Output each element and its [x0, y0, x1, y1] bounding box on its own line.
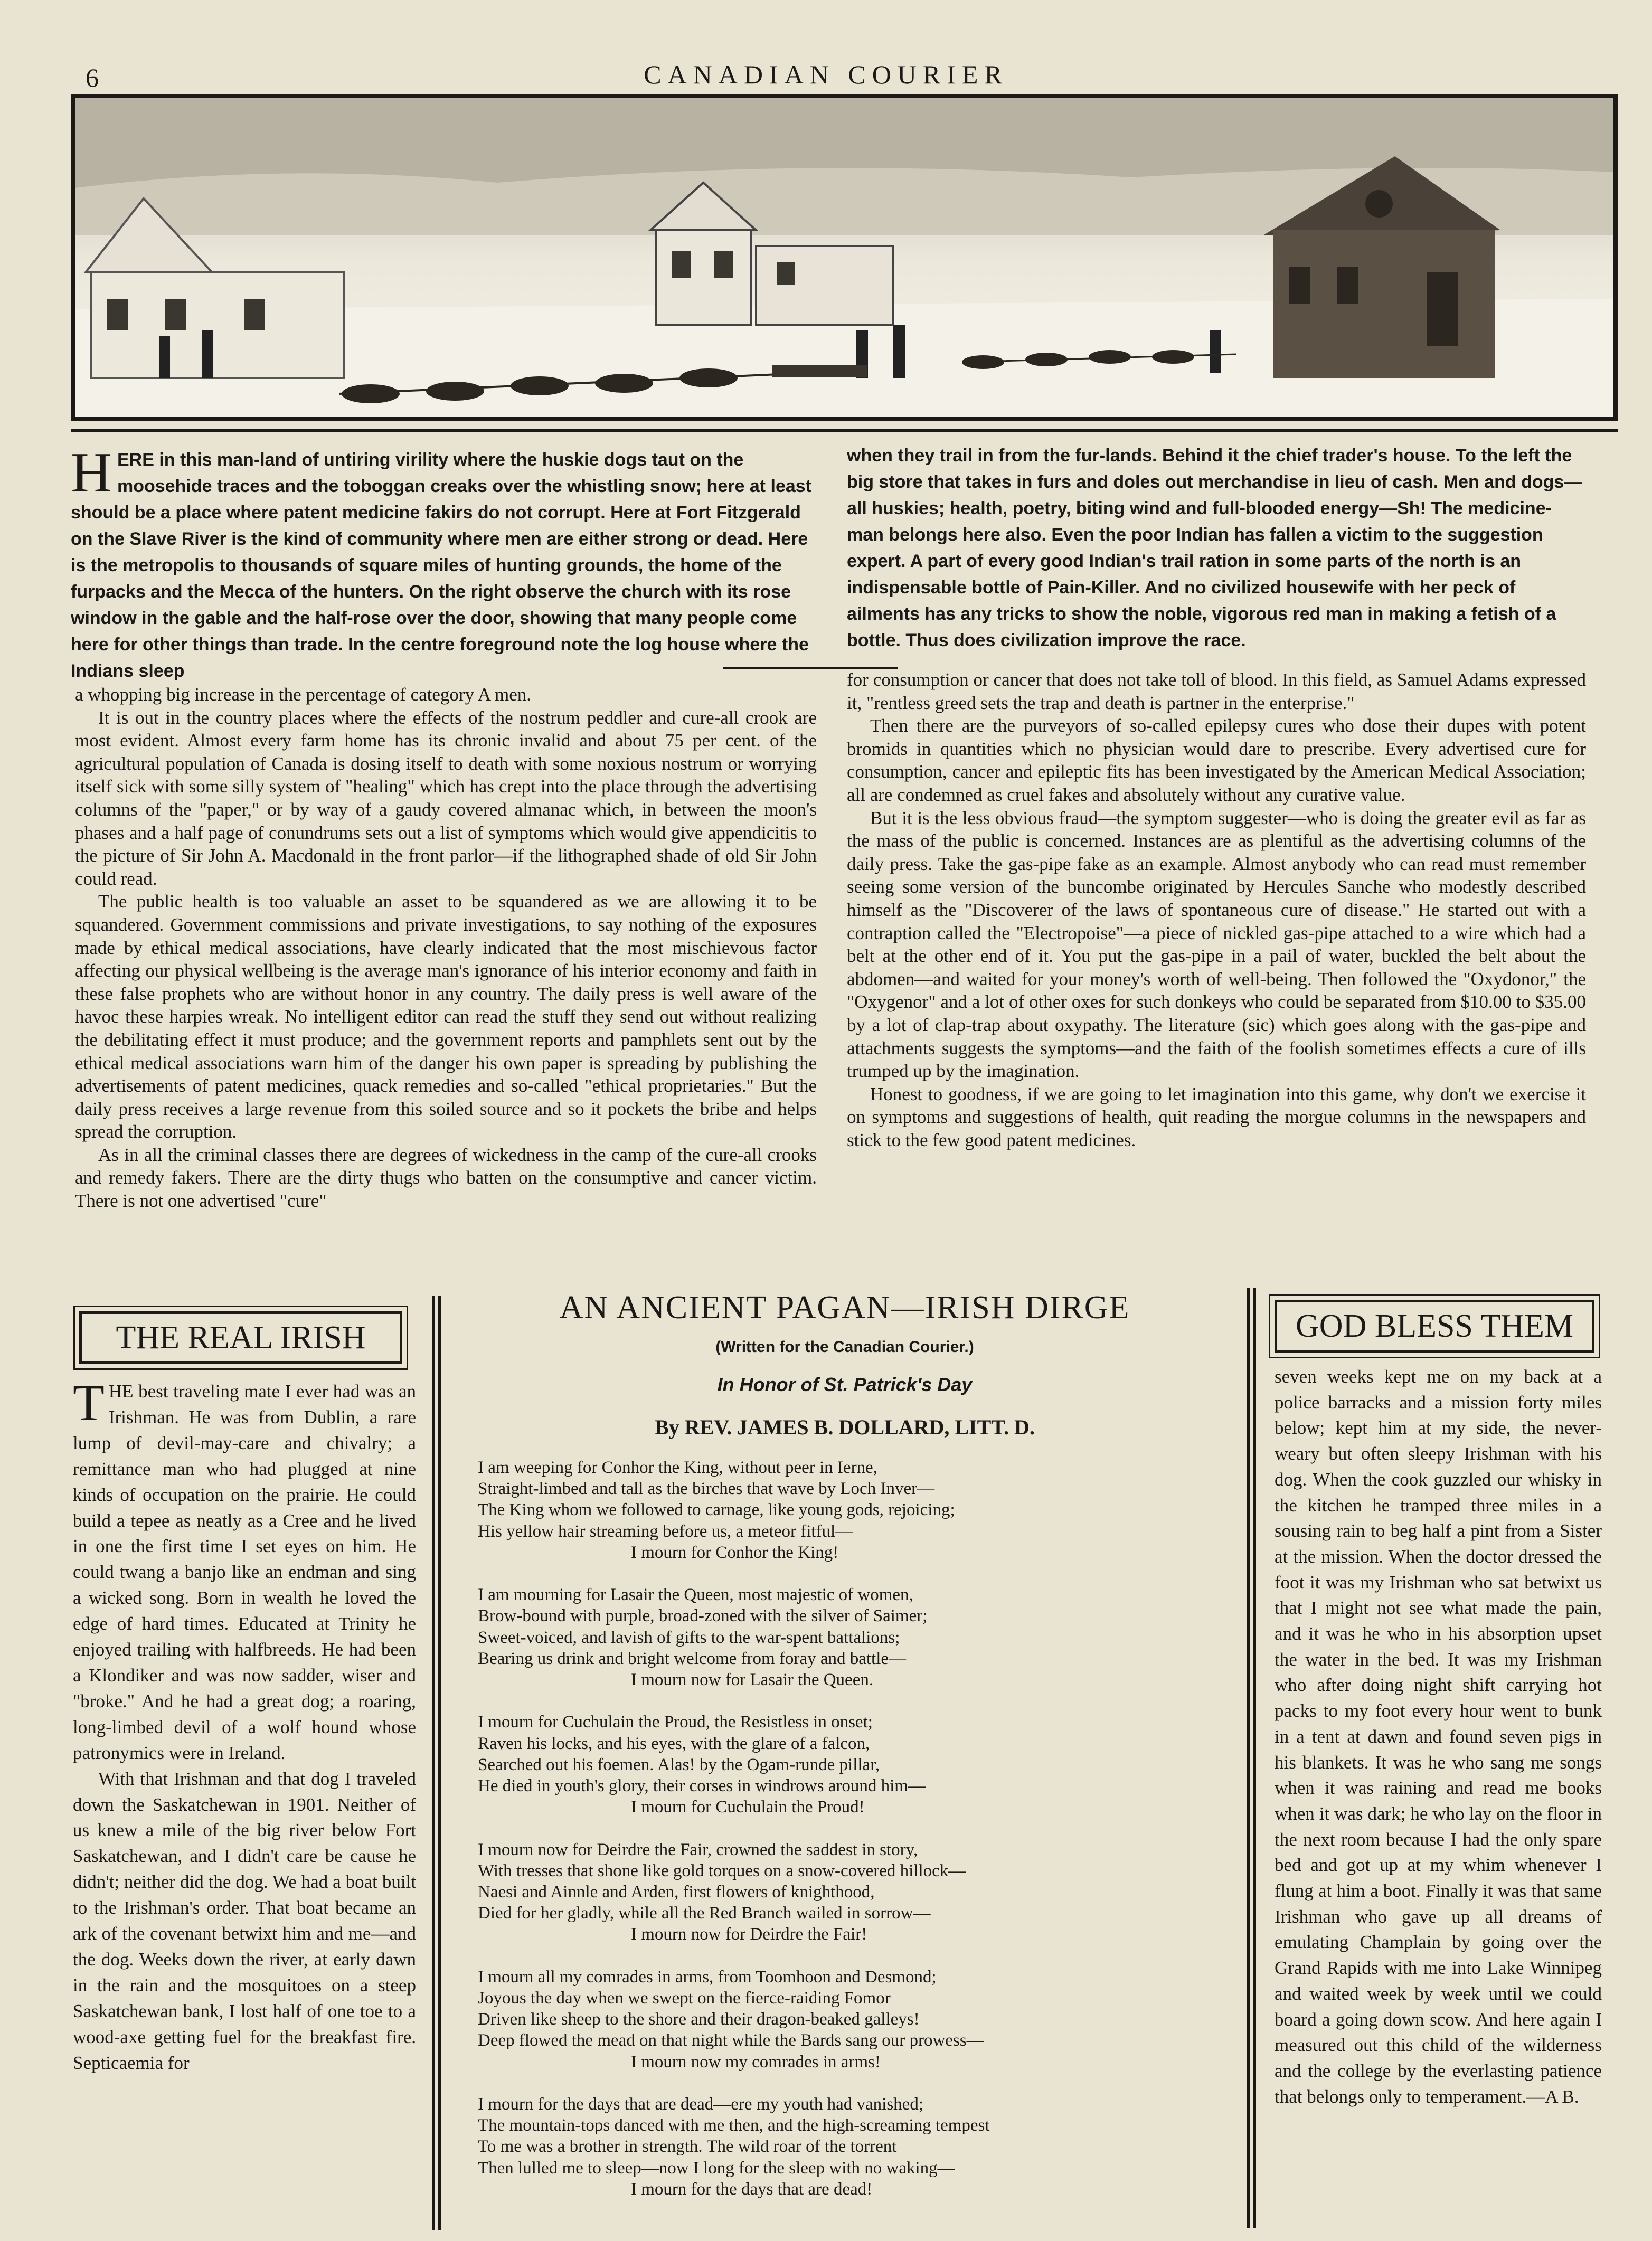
poem-refrain: I mourn now for Deirdre the Fair! — [631, 1925, 867, 1944]
poem-line: Straight-limbed and tall as the birches that wave by Loch Inver— — [478, 1479, 935, 1499]
poem-line: Brow-bound with purple, broad-zoned with the silver of Saimer; — [478, 1606, 928, 1626]
real-irish-second-paragraph: With that Irishman and that dog I traveled down the Saskatchewan in 1901. Neither of us knew a mile of the big river below Fort Saskatchewan, and I didn't care be cause he didn't; neither did the dog. We had a boat built to the Irishman's order. That boat became an ark of the covenant betwixt him and me—and the dog. Weeks down the river, at early dawn in the rain and the mosquitoes on a steep Saskatchewan bank, I lost half of one toe to a wood-axe getting fuel for the breakfast fire. Septicaemia for — [73, 1768, 416, 2073]
poem-line: Raven his locks, and his eyes, with the glare of a falcon, — [478, 1734, 870, 1753]
poem-line: I mourn now for Deirdre the Fair, crowned the saddest in story, — [478, 1840, 918, 1859]
dirge-byline: By REV. JAMES B. DOLLARD, LITT. D. — [655, 1415, 1035, 1439]
caption-drop-cap: H — [71, 441, 112, 504]
poem-refrain: I mourn for Cuchulain the Proud! — [631, 1798, 865, 1817]
poem-refrain: I mourn for the days that are dead! — [631, 2179, 873, 2199]
poem-line: Naesi and Ainnle and Arden, first flowers of knighthood, — [478, 1883, 875, 1902]
poem-line: Then lulled me to sleep—now I long for the sleep with no waking— — [478, 2158, 955, 2178]
article-paragraph: a whopping big increase in the percentage of category A men. — [75, 684, 531, 705]
article-paragraph: It is out in the country places where the effects of the nostrum peddler and cure-all crook are most evident. Almost every farm home has its chronic invalid and about 75 per cent. of the agricultural population of Canada is dosing itself to death with some noxious nostrum or worrying itself sick with some silly system of "healing" which has crept into the place through the advertising columns of the "paper," or by way of a gaudy covered almanac which, in between the moon's phases and a half page of conundrums sets out a list of symptoms which would give appendicitis to the picture of Sir John A. Macdonald in the front parlor—if the lithographed shade of old Sir John could read. — [75, 707, 817, 889]
dirge-subtitle: (Written for the Canadian Courier.) — [715, 1338, 974, 1356]
poem-line: He died in youth's glory, their corses in windrows around him— — [478, 1776, 926, 1796]
masthead: CANADIAN COURIER — [644, 60, 1008, 89]
poem-stanza — [478, 2094, 1217, 2200]
page-number: 6 — [86, 63, 99, 92]
poem-line: With tresses that shone like gold torques on a snow-covered hillock— — [478, 1861, 966, 1880]
caption-right-text: when they trail in from the fur-lands. Behind it the chief trader's house. To the left the big store that takes in furs and doles out merchandise in lieu of cash. Men and dogs—all huskies; health, poetry, biting wind and full-blooded energy—Sh! The medicine-man belongs here also. Even the poor Indian has fallen a victim to the suggestion expert. A part of every good Indian's trail ration in some parts of the north is an indispensable bottle of Pain-Killer. And no civilized housewife with her peck of ailments has any tricks to show the noble, vigorous red man in making a fetish of a bottle. Thus does civilization improve the race. — [847, 446, 1582, 650]
god-bless-them-text: seven weeks kept me on my back at a police barracks and a mission forty miles below; kept him at my side, the never-weary but often sleepy Irishman with his dog. When the cook guzzled our whisky in the kitchen he tramped three miles in a sousing rain to beg half a pint from a Sister at the mission. When the doctor dressed the foot it was my Irishman who sat betwixt us that I might not see what made the pain, and it was he who in his absorption upset the water in the bed. It was my Irishman who after doing night shift carrying hot packs to my foot every hour went to bunk in a tent at dawn and found seven pigs in his blankets. It was he who sang me songs when it was raining and read me books when it was dark; he who lay on the floor in the next room because I had the only spare bed and got up at my whim whenever I flung at him a boot. Finally it was that same Irishman who gave up all dreams of emulating Champlain by going over the Grand Rapids with me into Lake Winnipeg and waited week by week until we could board a going down scow. And here again I measured out this child of the wilderness and the college by the everlasting patience that belongs only to temperament.—A B. — [1275, 1366, 1602, 2107]
real-irish-heading: THE REAL IRISH — [79, 1311, 402, 1364]
caption-left-text: ERE in this man-land of untiring virility where the huskie dogs taut on the moosehide traces and the toboggan creaks over the whistling snow; here at least should be a place where patent medicine fakirs do not corrupt. Here at Fort Fitzgerald on the Slave River is the kind of community where men are either strong or dead. Here is the metropolis to thousands of square miles of hunting grounds, the home of the furpacks and the Mecca of the hunters. On the right observe the church with its rose window in the gable and the half-rose over the door, showing that many people come here for other things than trade. In the centre foreground note the log house where the Indians sleep — [71, 450, 811, 681]
real-irish-first-paragraph: HE best traveling mate I ever had was an Irishman. He was from Dublin, a rare lump of devil-may-care and chivalry; a remittance man who had plugged at nine kinds of occupation on the prairie. He could build a tepee as neatly as a Cree and he lived in one the first time I set eyes on him. He could twang a banjo like an endman and sing a wicked song. Born in wealth he loved the edge of hard times. Educated at Trinity he enjoyed trailing with halfbreeds. He had been a Klondiker and was now sadder, wiser and "broke." And he had a great dog; a roaring, long-limbed devil of a wolf hound whose patronymics were in Ireland. — [73, 1381, 416, 1763]
column-rule-2 — [1247, 1288, 1250, 2228]
column-rule-2b — [1253, 1288, 1256, 2228]
poem-stanza — [478, 1457, 1217, 1563]
poem-refrain: I mourn now my comrades in arms! — [631, 2052, 881, 2072]
poem-line: Deep flowed the mead on that night while the Bards sang our prowess— — [478, 2031, 984, 2050]
article-paragraph: for consumption or cancer that does not take toll of blood. In this field, as Samuel Adams expressed it, "rentless greed sets the trap and death is partner in the enterprise." — [847, 669, 1586, 713]
article-paragraph: Then there are the purveyors of so-called epilepsy cures who dose their dupes with potent bromids in quantities which no physician would dare to prescribe. Every advertised cure for consumption, cancer and epileptic fits has been investigated by the American Medical Association; all are condemned as cruel fakes and absolutely without any curative value. — [847, 715, 1586, 805]
poem-line: To me was a brother in strength. The wild roar of the torrent — [478, 2137, 897, 2157]
poem-stanza — [478, 1712, 1217, 1818]
column-rule-1 — [432, 1296, 435, 2230]
poem-line: I mourn all my comrades in arms, from Toomhoon and Desmond; — [478, 1967, 937, 1987]
poem-line: Bearing us drink and bright welcome from foray and battle— — [478, 1649, 907, 1668]
poem-line: Searched out his foemen. Alas! by the Ogam-runde pillar, — [478, 1755, 880, 1774]
article-paragraph: The public health is too valuable an asset to be squandered as we are allowing it to be squandered. Government commissions and private investigations, to say nothing of the exposures made by ethical medical associations, have clearly indicated that the most mischievous factor affecting our physical wellbeing is the average man's ignorance of his interior economy and faith in these false prophets who are without honor in any country. The daily press is well aware of the havoc these harpies wreak. No intelligent editor can read the stuff they send out without realizing the debilitating effect it must produce; and the government reports and pamphlets sent out by the ethical medical associations warn him of the danger his own paper is spreading by publishing the advertisements of patent medicines, quack remedies and so-called "ethical proprietaries." But the daily press receives a large revenue from this soiled source and so it pockets the bribe and helps spread the corruption. — [75, 891, 817, 1142]
column-rule-1b — [438, 1296, 441, 2230]
article-right-column — [847, 668, 1586, 1151]
poem-line: I am weeping for Conhor the King, without peer in Ierne, — [478, 1458, 877, 1477]
dirge-poem — [478, 1457, 1217, 2221]
poem-line: Joyous the day when we swept on the fierce-raiding Fomor — [478, 1989, 891, 2008]
poem-refrain: I mourn for Conhor the King! — [631, 1543, 839, 1562]
god-bless-them-column — [1275, 1364, 1602, 2110]
god-bless-them-heading: GOD BLESS THEM — [1275, 1300, 1594, 1353]
poem-refrain: I mourn now for Lasair the Queen. — [631, 1670, 874, 1690]
article-paragraph: As in all the criminal classes there are degrees of wickedness in the camp of the cure-all crooks and remedy fakers. There are the dirty thugs who batten on the consumptive and cancer victim. There is not one advertised "cure" — [75, 1144, 817, 1212]
poem-line: His yellow hair streaming before us, a meteor fitful— — [478, 1521, 853, 1541]
poem-line: Sweet-voiced, and lavish of gifts to the war-spent battalions; — [478, 1628, 900, 1647]
poem-line: I mourn for the days that are dead—ere my youth had vanished; — [478, 2095, 923, 2114]
poem-line: I mourn for Cuchulain the Proud, the Resistless in onset; — [478, 1713, 873, 1732]
article-paragraph: Honest to goodness, if we are going to let imagination into this game, why don't we exercise it on symptoms and suggestions of health, quit reading the morgue columns in the newspapers and stick to the few good patent medicines. — [847, 1083, 1586, 1150]
poem-line: Died for her gladly, while all the Red Branch wailed in sorrow— — [478, 1904, 931, 1923]
poem-stanza — [478, 1839, 1217, 1945]
caption-left — [71, 441, 815, 684]
photo-rule — [71, 429, 1618, 432]
caption-right — [847, 442, 1586, 654]
photo-icon — [75, 98, 1613, 417]
poem-line: The King whom we followed to carnage, like young gods, rejoicing; — [478, 1500, 955, 1520]
poem-line: The mountain-tops danced with me then, and the high-screaming tempest — [478, 2116, 990, 2135]
poem-stanza — [478, 1966, 1217, 2073]
article-paragraph: But it is the less obvious fraud—the symptom suggester—who is doing the greater evil as far as the mass of the public is concerned. Instances are as plentiful as the advertising columns of the daily press. Take the gas-pipe fake as an example. Almost anybody who can read must remember seeing some version of the buncombe originated by Hercules Sanche who modestly described himself as the "Discoverer of the laws of spontaneous cure of disease." He started out with a contraption called the "Electropoise"—a piece of nickled gas-pipe attached to a wire which had a belt at the other end of it. You put the gas-pipe in a pail of water, buckled the belt about the abdomen—and waited for your money's worth of well-being. Then followed the "Oxydonor," the "Oxygenor" and a lot of other oxes for such donkeys who could be separated from $10.00 to $35.00 by a lot of clap-trap about oxypathy. The literature (sic) which goes along with the gas-pipe and attachments suggests the symptoms—and the faith of the foolish sometimes effects a cure of ills trumped up by the imagination. — [847, 807, 1586, 1082]
poem-line: Driven like sheep to the shore and their dragon-beaked galleys! — [478, 2010, 920, 2029]
dirge-dedication: In Honor of St. Patrick's Day — [717, 1374, 973, 1395]
poem-line: I am mourning for Lasair the Queen, most majestic of women, — [478, 1585, 913, 1605]
real-irish-column — [73, 1375, 416, 2076]
article-left-column — [75, 683, 817, 1213]
photo-fort-fitzgerald — [71, 94, 1618, 421]
real-irish-drop-cap: T — [73, 1375, 105, 1432]
dirge-title: AN ANCIENT PAGAN—IRISH DIRGE — [559, 1290, 1130, 1326]
poem-stanza — [478, 1584, 1217, 1690]
